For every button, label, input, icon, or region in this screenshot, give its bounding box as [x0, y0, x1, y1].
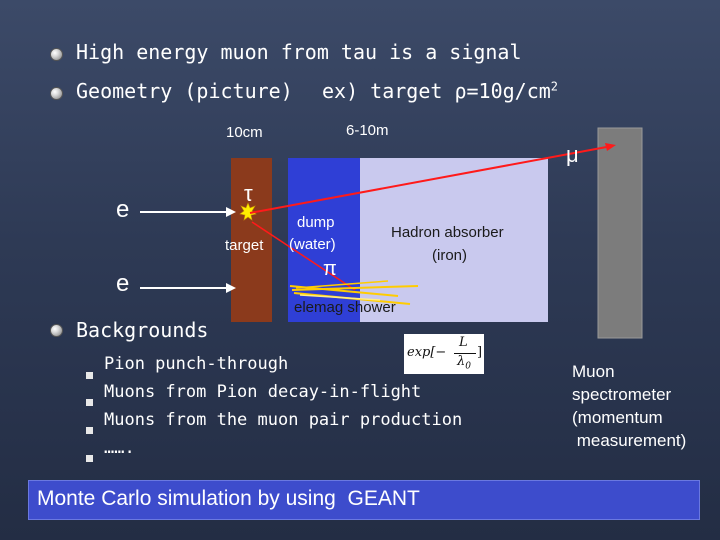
beam-electron-lower-label: e	[116, 270, 130, 297]
target-length-label: 10cm	[226, 124, 263, 141]
footer-text: Monte Carlo simulation by using GEANT	[37, 487, 420, 510]
spectrometer-line: spectrometer	[572, 385, 672, 404]
sub-bullet-ellipsis: …….	[104, 438, 135, 458]
bullet-icon	[50, 324, 63, 337]
spectrometer-line: Muon	[572, 362, 615, 381]
footer-bar	[28, 480, 700, 520]
elemag-shower-label: elemag shower	[294, 299, 396, 316]
muon-label: μ	[566, 142, 579, 167]
formula-exp: exp[−	[407, 345, 447, 360]
hadron-absorber-label: Hadron absorber	[391, 224, 504, 241]
sub-bullet-pion-punch: Pion punch-through	[104, 354, 289, 374]
sub-bullet-pion-decay: Muons from Pion decay-in-flight	[104, 382, 422, 402]
formula-lambda: λ	[457, 354, 466, 369]
formula-lambda-subscript: 0	[465, 361, 471, 372]
signal-bullet-text: High energy muon from tau is a signal	[76, 40, 522, 64]
sub-bullet-pair-production: Muons from the muon pair production	[104, 410, 463, 430]
sub-bullet-icon	[86, 372, 93, 379]
formula-denominator	[457, 354, 471, 372]
target-density-exponent: 2	[550, 79, 559, 94]
pion-label: π	[323, 258, 337, 280]
target-density-text: ex) target ρ=10g/cm	[322, 79, 551, 103]
attenuation-formula	[404, 334, 484, 374]
dump-label: dump	[297, 214, 335, 231]
spectrometer-line: measurement)	[572, 431, 687, 450]
dump-material-label: (water)	[289, 236, 336, 253]
hadron-absorber-material-label: (iron)	[432, 247, 468, 264]
target-label: target	[225, 237, 264, 254]
beam-electron-upper-label: e	[116, 196, 130, 223]
dump-length-label: 6-10m	[346, 122, 389, 139]
sub-bullet-icon	[86, 399, 93, 406]
spectrometer-label	[572, 360, 686, 452]
sub-bullet-icon	[86, 455, 93, 462]
tau-label: τ	[244, 181, 253, 206]
spectrometer-line: (momentum	[572, 408, 663, 427]
muon-spectrometer-block	[598, 128, 642, 338]
geometry-bullet-text: Geometry (picture)	[76, 79, 293, 103]
formula-close: ]	[477, 345, 483, 360]
backgrounds-bullet-text: Backgrounds	[76, 318, 209, 342]
sub-bullet-icon	[86, 427, 93, 434]
formula-numerator: L	[459, 335, 468, 350]
